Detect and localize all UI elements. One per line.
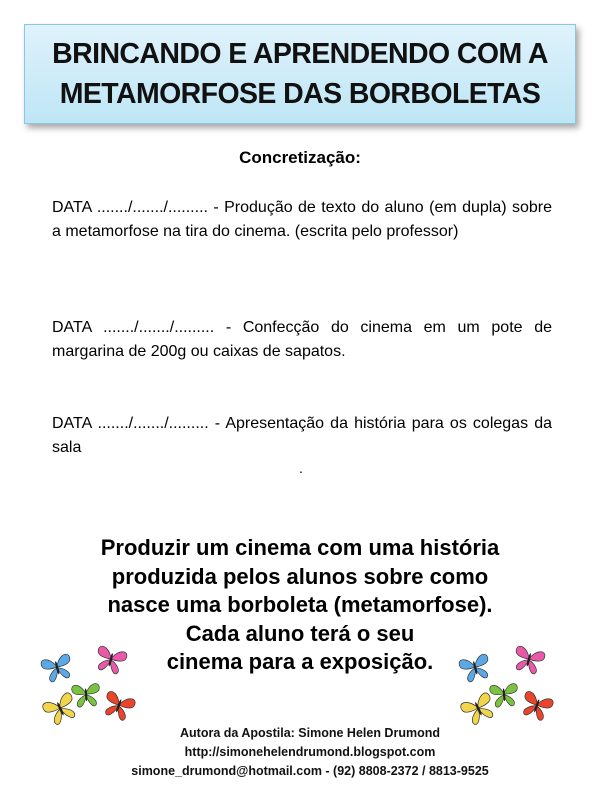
title-line-2: METAMORFOSE DAS BORBOLETAS — [59, 78, 541, 110]
entry-3: DATA ......./......./......... - Apresentação da história para os colegas da sala — [52, 415, 552, 456]
butterfly — [102, 688, 136, 727]
footer-author: Autora da Apostila: Simone Helen Drumond — [180, 726, 440, 740]
stray-dot: . — [299, 460, 303, 476]
butterfly-icon — [42, 690, 78, 726]
butterfly-icon — [40, 650, 74, 684]
highlight-line-2: produzida pelos alunos sobre como — [111, 563, 489, 589]
entry-2: DATA ......./......./......... - Confecção do cinema em um pote de margarina de 200g ou caixas de sapatos. — [52, 319, 552, 360]
butterfly — [512, 642, 546, 681]
butterfly-icon — [520, 688, 554, 722]
butterfly — [458, 650, 492, 689]
highlight-line-4: Cada aluno terá o seu — [185, 620, 415, 646]
title-banner — [24, 24, 576, 124]
entry-1: DATA ......./......./......... - Produção de texto do aluno (em dupla) sobre a metamorfose na tira do cinema. (escrita pelo professor) — [52, 199, 552, 240]
footer-contact: simone_drumond@hotmail.com - (92) 8808-2372 / 8813-9525 — [131, 764, 489, 778]
butterfly-icon — [512, 642, 546, 676]
footer-blog: http://simonehelendrumond.blogspot.com — [184, 745, 436, 759]
butterfly — [40, 650, 74, 689]
butterflies-right — [458, 636, 568, 736]
butterfly-icon — [94, 642, 128, 676]
highlight-line-3: nasce uma borboleta (metamorfose). — [107, 592, 493, 617]
butterfly — [520, 688, 554, 727]
butterfly-icon — [460, 690, 496, 726]
butterfly-icon — [458, 650, 492, 684]
footer — [0, 724, 600, 781]
butterfly-icon — [102, 688, 136, 722]
title-line-1: BRINCANDO E APRENDENDO COM A — [52, 38, 548, 70]
butterflies-left — [40, 636, 150, 736]
section-heading: Concretização: — [239, 148, 361, 167]
highlight-line-1: Produzir um cinema com uma história — [100, 535, 500, 560]
butterfly — [94, 642, 128, 681]
highlight-line-5: cinema para a exposição. — [166, 649, 434, 674]
